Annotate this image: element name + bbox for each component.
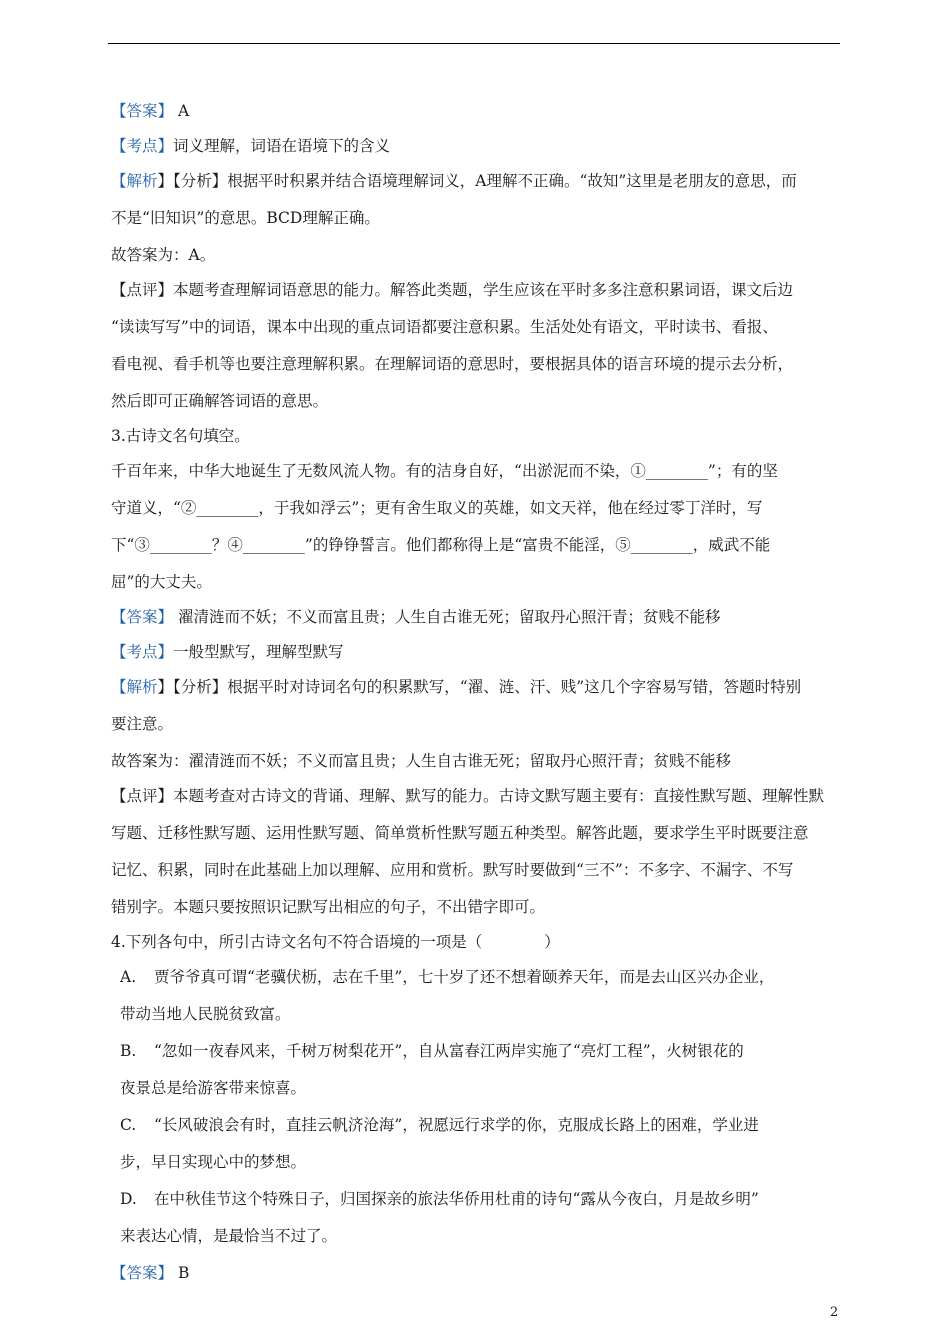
kaodian-tag: 【考点】 xyxy=(111,137,174,155)
q3-dianping-line: 写题、迁移性默写题、运用性默写题、简单赏析性默写题五种类型。解答此题，要求学生平时既要注意 xyxy=(111,824,809,842)
q4-answer xyxy=(111,1261,841,1296)
q4-option-b xyxy=(111,1039,841,1076)
q2-kaodian xyxy=(111,134,841,169)
jiexi-tag: 【解析 xyxy=(111,678,158,696)
q2-jiexi-line: 故答案为：A。 xyxy=(111,246,216,264)
answer-tag: 【答案】 xyxy=(111,102,174,120)
q4-title: 4.下列各句中，所引古诗文名句不符合语境的一项是（ ） xyxy=(111,933,560,951)
answer-value: B xyxy=(173,1264,190,1282)
dianping-tag: 【点评】 xyxy=(111,281,174,299)
q2-dianping-line: 然后即可正确解答词语的意思。 xyxy=(111,392,329,410)
kaodian-text: 词义理解，词语在语境下的含义 xyxy=(173,137,391,155)
q4-option-a xyxy=(111,965,841,1002)
option-text: “忽如一夜春风来，千树万树梨花开”，自从富春江两岸实施了“亮灯工程”，火树银花的 xyxy=(154,1042,744,1060)
jiexi-tag: 【解析 xyxy=(111,172,158,190)
document-body xyxy=(111,99,841,1296)
q4-option-d xyxy=(111,1187,841,1224)
kaodian-text: 一般型默写，理解型默写 xyxy=(173,643,344,661)
q3-body-line: 守道义，“②________，于我如浮云”；更有舍生取义的英雄，如文天祥，他在经过零丁洋时，写 xyxy=(111,499,763,517)
answer-value: A xyxy=(173,102,190,120)
q3-dianping-line xyxy=(111,784,841,821)
page-number: 2 xyxy=(830,1305,839,1320)
q3-body-line: 屈”的大丈夫。 xyxy=(111,573,212,591)
q2-answer xyxy=(111,99,841,134)
answer-tag: 【答案】 xyxy=(111,608,174,626)
q3-jiexi-line: 要注意。 xyxy=(111,715,174,733)
q4-option-a-cont: 带动当地人民脱贫致富。 xyxy=(120,1005,291,1023)
option-text: “长风破浪会有时，直挂云帆济沧海”，祝愿远行求学的你，克服成长路上的困难，学业进 xyxy=(154,1116,759,1134)
q2-dianping-line: “读读写写”中的词语，课本中出现的重点词语都要注意积累。生活处处有语文，平时读书、看报、 xyxy=(111,318,778,336)
option-label: C. xyxy=(120,1116,137,1134)
q4-option-d-cont: 来表达心情，是最恰当不过了。 xyxy=(120,1227,338,1245)
dianping-text: 本题考查理解词语意思的能力。解答此类题，学生应该在平时多多注意积累词语，课文后边 xyxy=(173,281,794,299)
option-text: 贾爷爷真可谓“老骥伏枥，志在千里”，七十岁了还不想着颐养天年，而是去山区兴办企业， xyxy=(154,968,775,986)
q3-kaodian xyxy=(111,640,841,675)
q3-body-line: 下“③________？④________”的铮铮誓言。他们都称得上是“富贵不能淫，⑤________，威武不能 xyxy=(111,536,771,554)
option-text: 在中秋佳节这个特殊日子，归国探亲的旅法华侨用杜甫的诗句“露从今夜白，月是故乡明” xyxy=(154,1190,759,1208)
q3-jiexi-line: 故答案为：濯清涟而不妖；不义而富且贵；人生自古谁无死；留取丹心照汗青；贫贱不能移 xyxy=(111,752,732,770)
q4-option-c xyxy=(111,1113,841,1150)
kaodian-tag: 【考点】 xyxy=(111,643,174,661)
q4-option-b-cont: 夜景总是给游客带来惊喜。 xyxy=(120,1079,307,1097)
dianping-tag: 【点评】 xyxy=(111,787,174,805)
q3-jiexi-line xyxy=(111,675,841,712)
q4-option-c-cont: 步，早日实现心中的梦想。 xyxy=(120,1153,307,1171)
q2-dianping-line xyxy=(111,278,841,315)
q3-dianping-line: 记忆、积累，同时在此基础上加以理解、应用和赏析。默写时要做到“三不”：不多字、不漏字、不写 xyxy=(111,861,794,879)
q3-title: 3.古诗文名句填空。 xyxy=(111,427,250,445)
q2-dianping-line: 看电视、看手机等也要注意理解积累。在理解词语的意思时，要根据具体的语言环境的提示去分析， xyxy=(111,355,794,373)
q2-jiexi-line: 不是“旧知识”的意思。BCD理解正确。 xyxy=(111,209,380,227)
answer-tag: 【答案】 xyxy=(111,1264,174,1282)
q3-answer xyxy=(111,605,841,640)
header-rule xyxy=(108,43,840,44)
option-label: A. xyxy=(120,968,137,986)
dianping-text: 本题考查对古诗文的背诵、理解、默写的能力。古诗文默写题主要有：直接性默写题、理解性默 xyxy=(173,787,825,805)
q3-dianping-line: 错别字。本题只要按照识记默写出相应的句子，不出错字即可。 xyxy=(111,898,546,916)
q3-body-line: 千百年来，中华大地诞生了无数风流人物。有的洁身自好，“出淤泥而不染，①________”；有的坚 xyxy=(111,462,778,480)
option-label: D. xyxy=(120,1190,137,1208)
option-label: B. xyxy=(120,1042,137,1060)
q2-jiexi-line xyxy=(111,169,841,206)
jiexi-text: 】【分析】根据平时对诗词名句的积累默写，“濯、涟、汗、贱”这几个字容易写错，答题时特别 xyxy=(157,678,802,696)
jiexi-text: 】【分析】根据平时积累并结合语境理解词义，A理解不正确。“故知”这里是老朋友的意思，而 xyxy=(157,172,797,190)
answer-value: 濯清涟而不妖；不义而富且贵；人生自古谁无死；留取丹心照汗青；贫贱不能移 xyxy=(173,608,721,626)
